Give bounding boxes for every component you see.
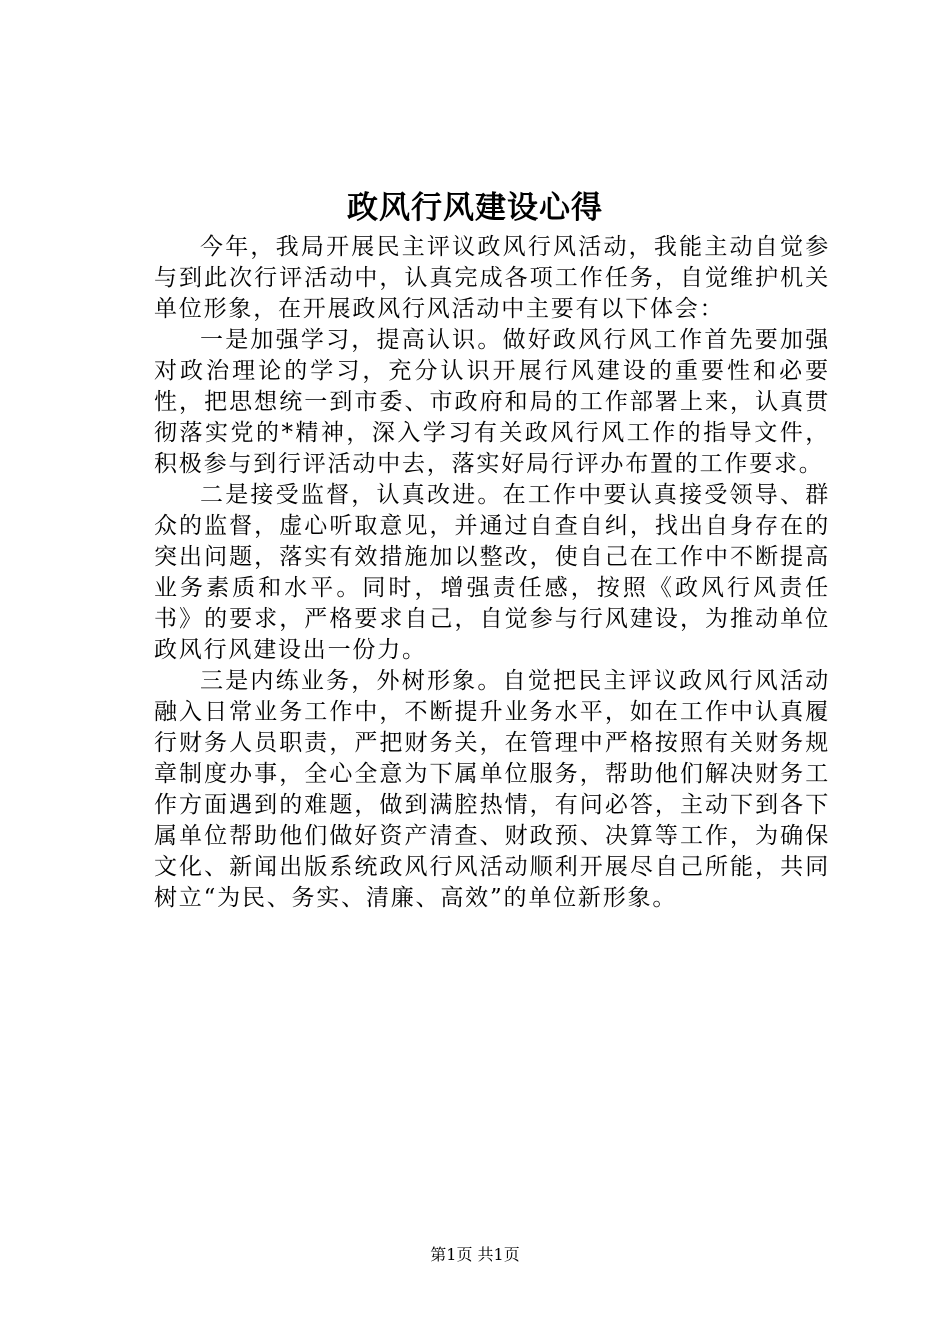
document-title: 政风行风建设心得	[347, 190, 603, 226]
document-body	[154, 232, 830, 914]
paragraph-intro: 今年，我局开展民主评议政风行风活动，我能主动自觉参与到此次行评活动中，认真完成各项工作任务，自觉维护机关单位形象，在开展政风行风活动中主要有以下体会：	[154, 234, 830, 322]
paragraph-point-two: 二是接受监督，认真改进。在工作中要认真接受领导、群众的监督，虚心听取意见，并通过自查自纠，找出自身存在的突出问题，落实有效措施加以整改，使自己在工作中不断提高业务素质和水平。同时，增强责任感，按照《政风行风责任书》的要求，严格要求自己，自觉参与行风建设，为推动单位政风行风建设出一份力。	[154, 482, 830, 663]
page-footer: 第1页 共1页	[430, 1245, 520, 1264]
paragraph-point-one: 一是加强学习，提高认识。做好政风行风工作首先要加强对政治理论的学习，充分认识开展行风建设的重要性和必要性，把思想统一到市委、市政府和局的工作部署上来，认真贯彻落实党的*精神，深入学习有关政风行风工作的指导文件，积极参与到行评活动中去，落实好局行评办布置的工作要求。	[154, 327, 830, 477]
paragraph-point-three: 三是内练业务，外树形象。自觉把民主评议政风行风活动融入日常业务工作中，不断提升业务水平，如在工作中认真履行财务人员职责，严把财务关，在管理中严格按照有关财务规章制度办事，全心全意为下属单位服务，帮助他们解决财务工作方面遇到的难题，做到满腔热情，有问必答，主动下到各下属单位帮助他们做好资产清查、财政预、决算等工作，为确保文化、新闻出版系统政风行风活动顺利开展尽自己所能，共同树立“为民、务实、清廉、高效”的单位新形象。	[154, 668, 830, 911]
